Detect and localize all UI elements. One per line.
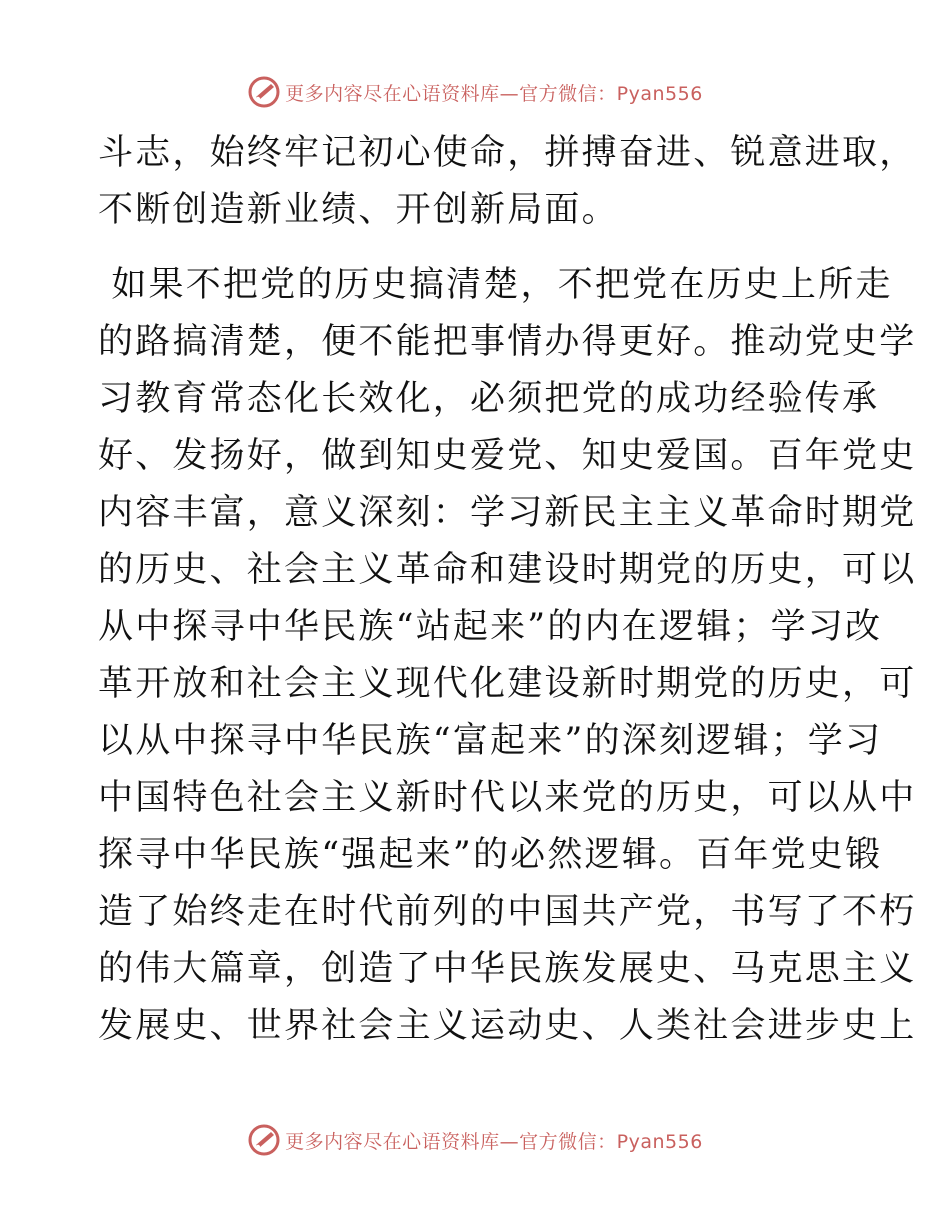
footer-banner [0,1120,950,1160]
text-line: 好、发扬好，做到知史爱党、知史爱国。百年党史 [98,436,917,476]
text-line: 习教育常态化长效化，必须把党的成功经验传承 [98,379,880,419]
text-line: 革开放和社会主义现代化建设新时期党的历史，可 [98,664,917,704]
text-line: 探寻中华民族“强起来”的必然逻辑。百年党史锻 [98,835,883,875]
document-body [98,125,917,1055]
text-line: 的伟大篇章，创造了中华民族发展史、马克思主义 [98,949,917,989]
text-line: 造了始终走在时代前列的中国共产党，书写了不朽 [98,892,917,932]
text-line: 以从中探寻中华民族“富起来”的深刻逻辑；学习 [98,721,883,761]
paragraph-2 [98,257,917,1055]
text-line: 的历史、社会主义革命和建设时期党的历史，可以 [98,550,917,590]
footer-banner-text: 更多内容尽在心语资料库—官方微信：Pyan556 [285,1130,703,1153]
text-line: 内容丰富，意义深刻：学习新民主主义革命时期党 [98,493,917,533]
logo-icon [247,75,281,109]
header-banner-text: 更多内容尽在心语资料库—官方微信：Pyan556 [285,82,703,105]
text-line: 从中探寻中华民族“站起来”的内在逻辑；学习改 [98,607,883,647]
text-line: 的路搞清楚，便不能把事情办得更好。推动党史学 [98,322,917,362]
text-line: 如果不把党的历史搞清楚，不把党在历史上所走 [98,265,893,305]
text-line: 中国特色社会主义新时代以来党的历史，可以从中 [98,778,917,818]
text-line: 斗志，始终牢记初心使命，拼搏奋进、锐意进取， [98,133,917,173]
text-line: 发展史、世界社会主义运动史、人类社会进步史上 [98,1006,917,1046]
logo-icon [247,1123,281,1157]
paragraph-1 [98,125,917,239]
header-banner [0,72,950,112]
text-line: 不断创造新业绩、开创新局面。 [98,190,619,230]
